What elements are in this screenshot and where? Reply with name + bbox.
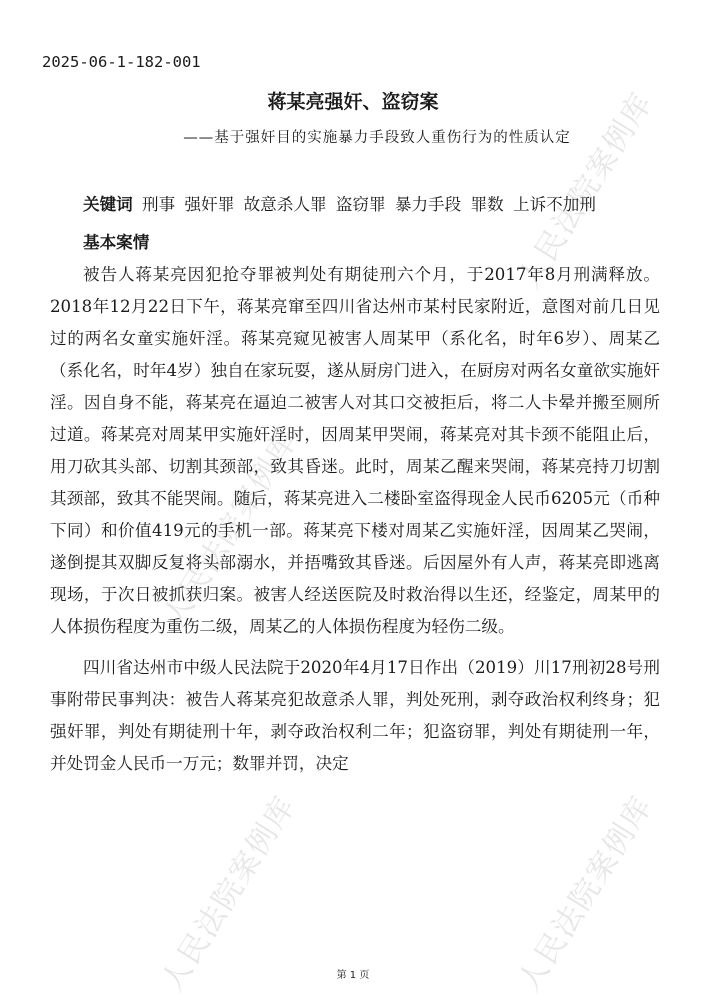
case-title: 蒋某亮强奸、盗窃案 [267, 91, 439, 113]
case-subtitle: ——基于强奸目的实施暴力手段致人重伤行为的性质认定 [183, 130, 571, 146]
page-number: 第 1 页 [336, 970, 370, 981]
watermark: 人民法院案例库 [156, 424, 306, 633]
watermark: 人民法院案例库 [511, 86, 661, 295]
watermark: 人民法院案例库 [511, 789, 661, 998]
section-heading-basic-facts: 基本案情 [83, 233, 150, 252]
keywords-paragraph [50, 188, 660, 221]
document-body [50, 188, 660, 780]
facts-paragraph: 被告人蒋某亮因犯抢夺罪被判处有期徒刑六个月，于2017年8月刑满释放。2018年12月22日下午，蒋某亮窜至四川省达州市某村民家附近，意图对前几日见过的两名女童实施奸淫。蒋某亮窥见被害人周某甲（系化名，时年6岁）、周某乙（系化名，时年4岁）独自在家玩耍，遂从厨房门进入，在厨房对两名女童欲实施奸淫。因自身不能，蒋某亮在逼迫二被害人对其口交被拒后，将二人卡晕并搬至厕所过道。蒋某亮对周某甲实施奸淫时，因周某甲哭闹，蒋某亮对其卡颈不能阻止后，用刀砍其头部、切割其颈部，致其昏迷。此时，周某乙醒来哭闹，蒋某亮持刀切割其颈部，致其不能哭闹。随后，蒋某亮进入二楼卧室盗得现金人民币6205元（币种下同）和价值419元的手机一部。蒋某亮下楼对周某乙实施奸淫，因周某乙哭闹，遂倒提其双脚反复将头部溺水，并捂嘴致其昏迷。后因屋外有人声，蒋某亮即逃离现场，于次日被抓获归案。被害人经送医院及时救治得以生还，经鉴定，周某甲的人体损伤程度为重伤二级，周某乙的人体损伤程度为轻伤二级。 [50, 265, 660, 636]
document-id: 2025-06-1-182-001 [42, 53, 201, 71]
judgment-paragraph: 四川省达州市中级人民法院于2020年4月17日作出（2019）川17刑初28号刑事附带民事判决：被告人蒋某亮犯故意杀人罪，判处死刑，剥夺政治权利终身；犯强奸罪，判处有期徒刑十年，剥夺政治权利二年；犯盗窃罪，判处有期徒刑一年，并处罚金人民币一万元；数罪并罚，决定 [50, 658, 660, 773]
watermark: 人民法院案例库 [154, 789, 304, 998]
keywords-list: 刑事 强奸罪 故意杀人罪 盗窃罪 暴力手段 罪数 上诉不加刑 [132, 195, 596, 214]
keywords-label: 关键词 [83, 195, 133, 214]
